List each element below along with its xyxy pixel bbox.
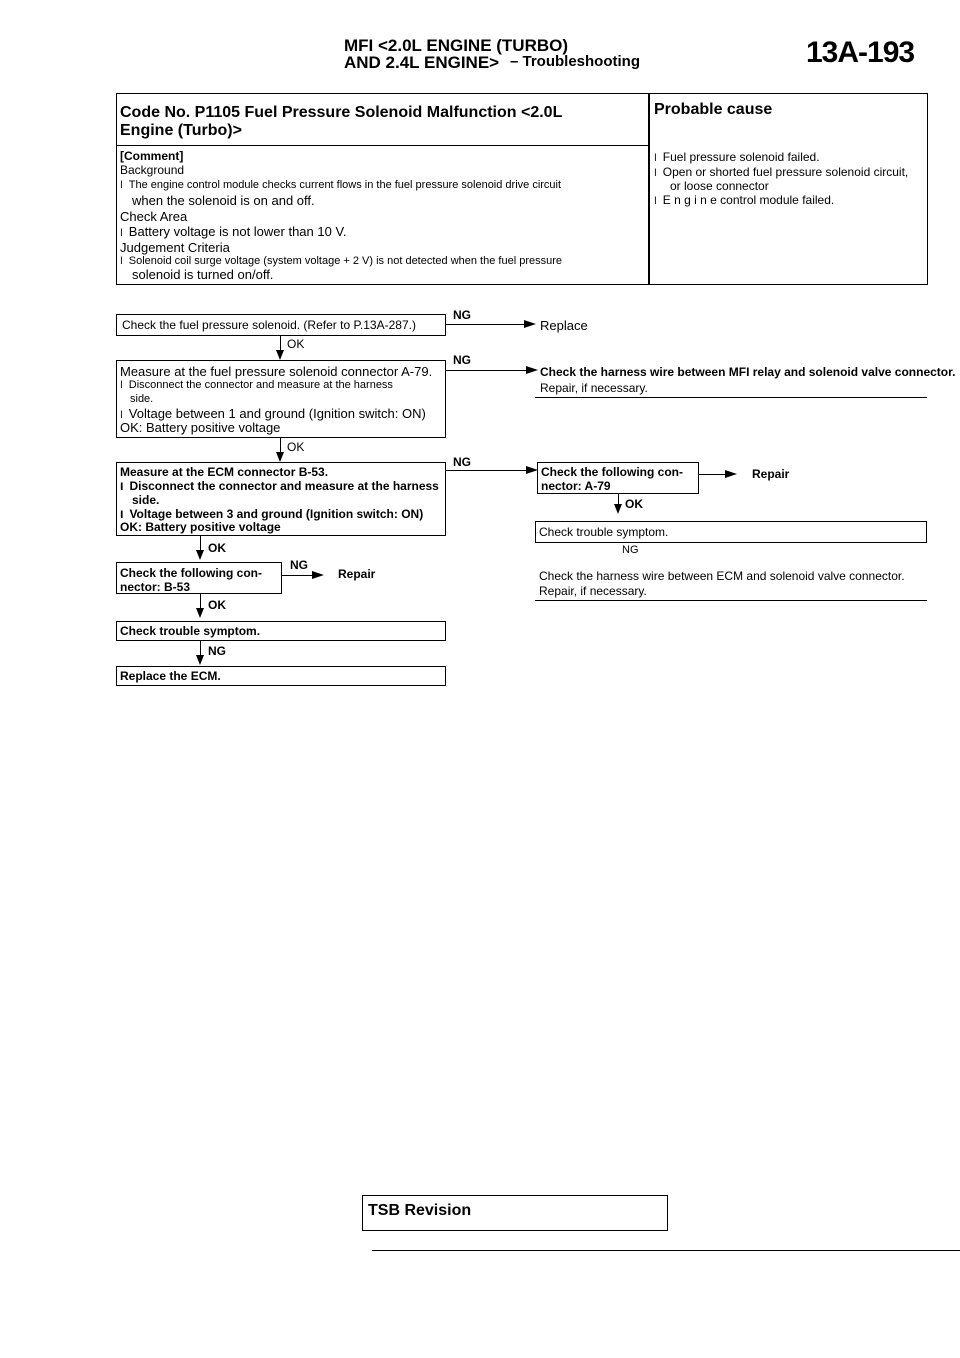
step2-line4: l Voltage between 1 and ground (Ignition switch: ON) <box>120 406 426 421</box>
step5-ng-label: NG <box>208 644 226 658</box>
header-title-line1: MFI <2.0L ENGINE (TURBO) <box>344 36 569 55</box>
step1-ok-arrow <box>276 350 284 360</box>
step2-line1: Measure at the fuel pressure solenoid connector A-79. <box>120 364 433 379</box>
step4-line2: nector: B-53 <box>120 580 191 594</box>
footer-rule <box>372 1250 960 1251</box>
step3-ng-trouble: Check trouble symptom. <box>539 525 669 539</box>
step4-line1: Check the following con- <box>120 566 263 580</box>
step5-ng-line <box>200 641 201 655</box>
probable-cause-item-1: l Fuel pressure solenoid failed. <box>654 150 820 164</box>
step3-ng-repair-arrow <box>725 470 737 478</box>
step3-ng-check-line2: nector: A-79 <box>541 479 611 493</box>
step1-ok-label: OK <box>287 337 305 351</box>
check-area-label: Check Area <box>120 209 188 224</box>
step3-ng-harness-line2: Repair, if necessary. <box>539 584 647 598</box>
step2-ok-arrow <box>276 452 284 462</box>
step3-ok-arrow <box>196 550 204 560</box>
step5-ng-arrow <box>196 655 204 665</box>
step2-ng-line <box>446 370 526 371</box>
step2-ok-label: OK <box>287 440 305 454</box>
check-area-text: l Battery voltage is not lower than 10 V. <box>120 224 347 239</box>
step2-line5: OK: Battery positive voltage <box>120 420 281 435</box>
step4-ng-line <box>282 575 312 576</box>
step4-ok-label: OK <box>208 598 226 612</box>
step4-ng-label: NG <box>290 558 308 572</box>
step3-ok-line <box>200 536 201 550</box>
step4-ok-arrow <box>196 608 204 618</box>
step3-ok-label: OK <box>208 541 226 555</box>
probable-cause-item-2: l Open or shorted fuel pressure solenoid circuit, <box>654 165 908 179</box>
step3-ng-ok-line <box>618 494 619 504</box>
step2-ng-action-line2: Repair, if necessary. <box>540 381 648 395</box>
page-number: 13A-193 <box>806 36 915 69</box>
step3-line3: side. <box>132 493 160 507</box>
code-box-divider <box>116 145 650 146</box>
step1-ng-line <box>446 324 524 325</box>
probable-cause-title: Probable cause <box>654 101 773 118</box>
step3-ng-trouble-ng: NG <box>622 544 639 556</box>
step3-ng-ok-label: OK <box>625 497 643 511</box>
judgement-text-1: l Solenoid coil surge voltage (system voltage + 2 V) is not detected when the fuel pressure <box>120 255 562 267</box>
judgement-label: Judgement Criteria <box>120 240 230 255</box>
step1-ng-arrow <box>524 320 536 328</box>
step3-ng-harness-line1: Check the harness wire between ECM and solenoid valve connector. <box>539 569 905 583</box>
step3-ng-repair-line <box>699 474 725 475</box>
step2-ng-label: NG <box>453 353 471 367</box>
step3-ng-label: NG <box>453 455 471 469</box>
code-title-line2: Engine (Turbo)> <box>120 122 242 139</box>
header-section: – Troubleshooting <box>510 53 640 70</box>
probable-cause-item-4: l E n g i n e control module failed. <box>654 193 834 207</box>
step3-line4: l Voltage between 3 and ground (Ignition switch: ON) <box>120 507 423 521</box>
code-title-line1: Code No. P1105 Fuel Pressure Solenoid Malfunction <2.0L <box>120 104 563 121</box>
background-label: Background <box>120 163 185 177</box>
judgement-text-2: solenoid is turned on/off. <box>132 267 274 282</box>
header-title-line2: AND 2.4L ENGINE> <box>344 53 500 72</box>
step3-ng-repair: Repair <box>752 467 790 481</box>
step3-line2: l Disconnect the connector and measure at the harness <box>120 479 439 493</box>
step1-ng-action: Replace <box>540 318 588 333</box>
step3-ng-check-line1: Check the following con- <box>541 465 684 479</box>
step3-line5: OK: Battery positive voltage <box>120 520 281 534</box>
step3-line1: Measure at the ECM connector B-53. <box>120 465 329 479</box>
step4-ok-line <box>200 594 201 608</box>
step3-ng-line <box>446 470 526 471</box>
step5-text: Check trouble symptom. <box>120 624 261 638</box>
comment-label: [Comment] <box>120 149 184 163</box>
background-text-1: l The engine control module checks current flows in the fuel pressure solenoid drive circuit <box>120 179 561 191</box>
step4-ng-action: Repair <box>338 567 376 581</box>
step6-text: Replace the ECM. <box>120 669 221 683</box>
step2-line2: l Disconnect the connector and measure at the harness <box>120 379 393 391</box>
step4-ng-arrow <box>312 571 324 579</box>
step1-ng-label: NG <box>453 308 471 322</box>
tsb-revision: TSB Revision <box>368 1202 472 1219</box>
background-text-2: when the solenoid is on and off. <box>132 193 315 208</box>
probable-cause-item-3: or loose connector <box>670 179 769 193</box>
step3-ng-ok-arrow <box>614 504 622 514</box>
step1-text: Check the fuel pressure solenoid. (Refer to P.13A-287.) <box>122 318 416 332</box>
step2-line3: side. <box>130 393 154 405</box>
step2-ng-action-line1: Check the harness wire between MFI relay and solenoid valve connector. <box>540 365 956 379</box>
